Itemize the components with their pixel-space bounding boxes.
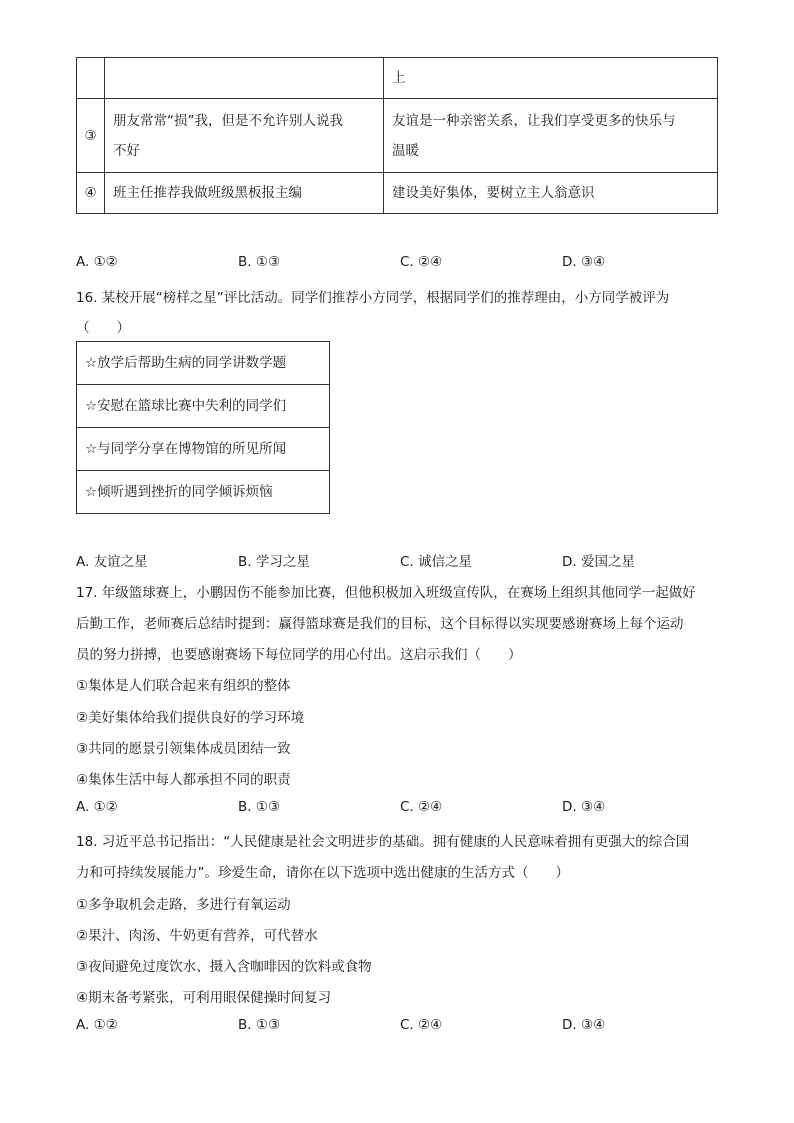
cell-line: 朋友常常“损”我，但是不允许别人说我 [113,112,343,129]
table-cell-conclusion [384,99,718,173]
q18-stem-line1: 18. 习近平总书记指出：“人民健康是社会文明进步的基础。拥有健康的人民意味着拥有更强大的综合国 [76,834,690,850]
option-d: D. 爱国之星 [562,554,635,570]
q17-item-1: ①集体是人们联合起来有组织的整体 [76,678,291,694]
table-cell-conclusion: 建设美好集体，要树立主人翁意识 [384,173,718,214]
q17-stem-line1: 17. 年级篮球赛上，小鹏因伤不能参加比赛，但他积极加入班级宣传队，在赛场上组织其他同学一起做好 [76,585,696,601]
q17-stem-line3: 员的努力拼搏，也要感谢赛场下每位同学的用心付出。这启示我们（ ） [76,647,522,663]
reason-cell: ☆倾听遇到挫折的同学倾诉烦恼 [77,471,330,514]
table-row [77,99,718,173]
option-a: A. 友谊之星 [76,554,148,570]
q15-options [76,254,636,274]
table-row [77,173,718,214]
option-d: D. ③④ [562,254,606,270]
table-cell-example: 班主任推荐我做班级黑板报主编 [105,173,384,214]
q16-stem: 16. 某校开展“榜样之星”评比活动。同学们推荐小方同学，根据同学们的推荐理由，小方同学被评为 [76,290,670,306]
q18-item-4: ④期末备考紧张，可利用眼保健操时间复习 [76,990,332,1006]
option-d: D. ③④ [562,799,606,815]
option-b: B. ①③ [238,254,281,270]
reason-cell: ☆放学后帮助生病的同学讲数学题 [77,342,330,385]
reason-cell: ☆安慰在篮球比赛中失利的同学们 [77,385,330,428]
comparison-table [76,57,718,214]
option-c: C. ②④ [400,799,443,815]
q17-item-3: ③共同的愿景引领集体成员团结一致 [76,741,291,757]
q17-options [76,799,636,819]
q16-options [76,550,636,570]
table-row [77,471,330,514]
table-row [77,342,330,385]
table-cell-example [105,99,384,173]
table-row [77,428,330,471]
reasons-table [76,341,330,514]
table-cell-num [77,58,105,99]
option-a: A. ①② [76,1017,118,1033]
table-cell-num: ④ [77,173,105,214]
option-a: A. ①② [76,254,118,270]
reason-cell: ☆与同学分享在博物馆的所见所闻 [77,428,330,471]
option-b: B. ①③ [238,1017,281,1033]
option-c: C. 诚信之星 [400,554,473,570]
q16-stem-paren: （ ） [76,320,130,336]
cell-line: 友谊是一种亲密关系，让我们享受更多的快乐与 [392,112,676,129]
option-d: D. ③④ [562,1017,606,1033]
option-c: C. ②④ [400,254,443,270]
table-row [77,385,330,428]
cell-line: 不好 [113,142,140,159]
q17-item-4: ④集体生活中每人都承担不同的职责 [76,772,291,788]
option-b: B. ①③ [238,799,281,815]
q17-stem-line2: 后勤工作，老师赛后总结时提到：赢得篮球赛是我们的目标，这个目标得以实现要感谢赛场上每个运动 [76,616,684,632]
option-b: B. 学习之星 [238,554,310,570]
option-c: C. ②④ [400,1017,443,1033]
table-cell-num: ③ [77,99,105,173]
q18-options [76,1017,636,1037]
q18-item-3: ③夜间避免过度饮水、摄入含咖啡因的饮料或食物 [76,959,372,975]
table-cell-example [105,58,384,99]
table-cell-conclusion: 上 [384,58,718,99]
option-a: A. ①② [76,799,118,815]
table-row [77,58,718,99]
q18-stem-line2: 力和可持续发展能力”。珍爱生命，请你在以下选项中选出健康的生活方式（ ） [76,865,569,881]
q17-item-2: ②美好集体给我们提供良好的学习环境 [76,710,305,726]
q18-item-1: ①多争取机会走路，多进行有氧运动 [76,897,291,913]
q18-item-2: ②果汁、肉汤、牛奶更有营养，可代替水 [76,928,318,944]
cell-line: 温暖 [392,142,419,159]
